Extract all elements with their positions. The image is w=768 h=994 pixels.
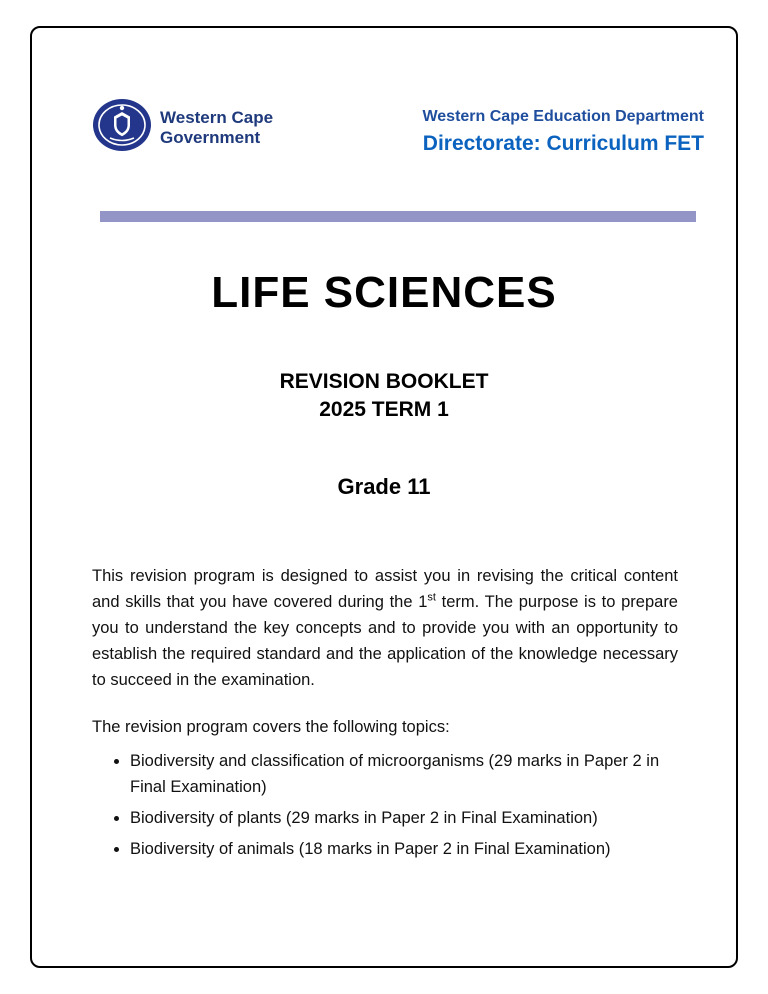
wcg-crest-icon: [92, 98, 152, 157]
intro-text-before: This revision program is designed to assist you in revising the critical content and skills that you have covered during the 1: [92, 566, 678, 611]
subtitle-block: [0, 368, 768, 424]
page-title: LIFE SCIENCES: [211, 268, 557, 317]
wcg-logo-line1: Western Cape: [160, 107, 274, 127]
intro-text-after: term. The purpose is to prepare you to understand the key concepts and to provide you with an opportunity to establish the required standard and the application of the knowledge necessary to succeed in the examination.: [92, 592, 678, 689]
wcg-logo-text: [160, 108, 273, 147]
directorate-name: Directorate: Curriculum FET: [422, 132, 704, 155]
wcg-logo-block: [92, 98, 273, 157]
intro-superscript: st: [427, 591, 436, 603]
wcg-logo-line2: Government: [160, 127, 261, 147]
department-block: [422, 108, 704, 156]
topics-list: [100, 748, 682, 867]
divider-bar: [100, 211, 696, 222]
topic-item: • Biodiversity and classification of microorganisms (29 marks in Paper 2 in Final Examination): [130, 748, 682, 800]
subtitle-term: 2025 TERM 1: [319, 398, 449, 421]
intro-paragraph: [92, 563, 678, 693]
topic-item: • Biodiversity of plants (29 marks in Paper 2 in Final Examination): [130, 805, 682, 831]
subtitle-booklet: REVISION BOOKLET: [279, 370, 489, 393]
topics-heading: The revision program covers the following topics:: [92, 718, 450, 736]
department-name: Western Cape Education Department: [422, 108, 704, 125]
topic-item: • Biodiversity of animals (18 marks in Paper 2 in Final Examination): [130, 836, 682, 862]
grade-label: Grade 11: [337, 474, 431, 499]
